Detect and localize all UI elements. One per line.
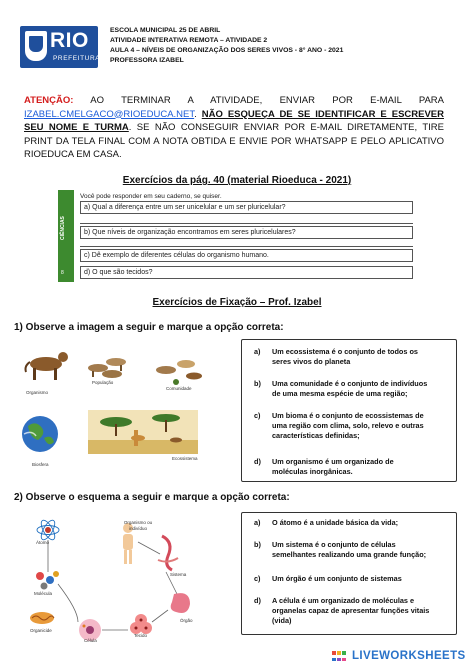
rio-prefeitura-logo (20, 26, 101, 68)
liveworksheets-grid-icon (332, 651, 348, 663)
label-organism: Organismo (26, 390, 49, 395)
warning-label: ATENÇÃO: (24, 95, 74, 106)
answer-line (80, 223, 413, 224)
savanna-ecosystem-icon (88, 410, 198, 454)
community-animals-icon (156, 360, 202, 385)
page-header (20, 24, 460, 76)
system-digestive-icon (158, 536, 178, 570)
book-spine (58, 190, 74, 282)
logo-subtext: PREFEITURA (53, 55, 101, 62)
logo-text: RIO (50, 29, 89, 52)
label-molecule: Molécula (34, 591, 53, 596)
label-tissue: Tecido (134, 633, 148, 638)
molecule-icon (36, 571, 59, 590)
atom-icon (37, 518, 59, 542)
textbook-excerpt (58, 190, 415, 282)
email-link[interactable]: IZABEL.CMELGACO@RIOEDUCA.NET (24, 108, 195, 120)
school-name: ESCOLA MUNICIPAL 25 DE ABRIL (110, 27, 221, 34)
tissue-icon (130, 614, 152, 634)
label-organelle: Organicide (30, 628, 52, 633)
book-question-b: b) Que níveis de organização encontramos em seres pluricelulares? (80, 226, 413, 239)
answer-line (80, 246, 413, 247)
label-system: Sistema (170, 572, 187, 577)
warning-text-1: AO TERMINAR A ATIVIDADE, ENVIAR POR E-MAIL PARA (73, 95, 444, 106)
liveworksheets-logo[interactable] (330, 648, 470, 666)
fixation-title: Exercícios de Fixação – Prof. Izabel (152, 297, 322, 308)
biological-organization-diagram (18, 514, 232, 644)
city-shield-icon (25, 31, 47, 61)
book-section-title: Exercícios da pág. 40 (material Rioeduca - 2021) (122, 175, 352, 186)
teacher-name: PROFESSORA IZABEL (110, 57, 184, 64)
spine-number: 8 (61, 270, 64, 276)
question-1-options: a) Um ecossistema é o conjunto de todos os seres vivos do planeta b) Uma comunidade é o conjunto de indivíduos de uma mesma espécie de uma região; c) Um bioma é o conjunto de ecossistemas de uma região com clima, solo, relevo e outras características definidas; d) Um organismo é um organizado de moléculas inorgânicas. (241, 339, 457, 482)
ecology-levels-illustration (16, 342, 234, 472)
lesson-title: AULA 4 – NÍVEIS DE ORGANIZAÇÃO DOS SERES VIVOS - 8° ANO - 2021 (110, 47, 344, 54)
spine-label: CIÊNCIAS (60, 216, 66, 240)
warning-paragraph (24, 94, 444, 162)
label-cell: Célula (84, 638, 97, 643)
label-organ: Órgão (180, 618, 193, 623)
label-population: População (92, 380, 114, 385)
label-community: Comunidade (166, 386, 192, 391)
organ-stomach-icon (171, 593, 190, 613)
warning-text-2: . SE NÃO CONSEGUIR ENVIAR POR E-MAIL DIRETAMENTE, TIRE PRINT DA TELA FINAL COM A NOTA OBTIDA E ENVIE POR WHATSAPP E PELO APLICATIVO RIOEDUCA EM CASA. (24, 122, 444, 160)
book-intro: Você pode responder em seu caderno, se quiser. (80, 193, 222, 200)
label-atom: Átomo (36, 540, 50, 545)
book-question-a: a) Qual a diferença entre um ser unicelular e um ser pluricelular? (80, 201, 413, 214)
label-ecosystem: Ecossistema (172, 456, 198, 461)
book-question-c: c) Dê exemplo de diferentes células do organismo humano. (80, 249, 413, 262)
activity-title: ATIVIDADE INTERATIVA REMOTA – ATIVIDADE 2 (110, 37, 268, 44)
warning-bold-text: NÃO ESQUEÇA DE SE IDENTIFICAR E ESCREVER SEU NOME E TURMA (24, 108, 444, 133)
liveworksheets-brand: LIVEWORKSHEETS (352, 650, 466, 662)
earth-globe-icon (22, 416, 58, 452)
organism-animal-icon (26, 352, 69, 380)
organelle-icon (30, 612, 54, 624)
question-2-options: a) O átomo é a unidade básica da vida; b) Um sistema é o conjunto de células semelhantes realizando uma grande função; c) Um órgão é um conjunto de sistemas d) A célula é um organizado de moléculas e organelas capaz de apresentar funções vitais (vida) (241, 512, 457, 635)
school-info (110, 26, 343, 66)
question-1-heading: 1) Observe a imagem a seguir e marque a opção correta: (14, 322, 284, 333)
warning-dot: . (194, 108, 202, 120)
label-organism: Organismo ou indivíduo (123, 520, 153, 531)
label-biosphere: Biosfera (32, 462, 49, 467)
population-wolves-icon (88, 358, 126, 378)
question-2-heading: 2) Observe o esquema a seguir e marque a opção correta: (14, 492, 290, 503)
book-question-d: d) O que são tecidos? (80, 266, 413, 279)
